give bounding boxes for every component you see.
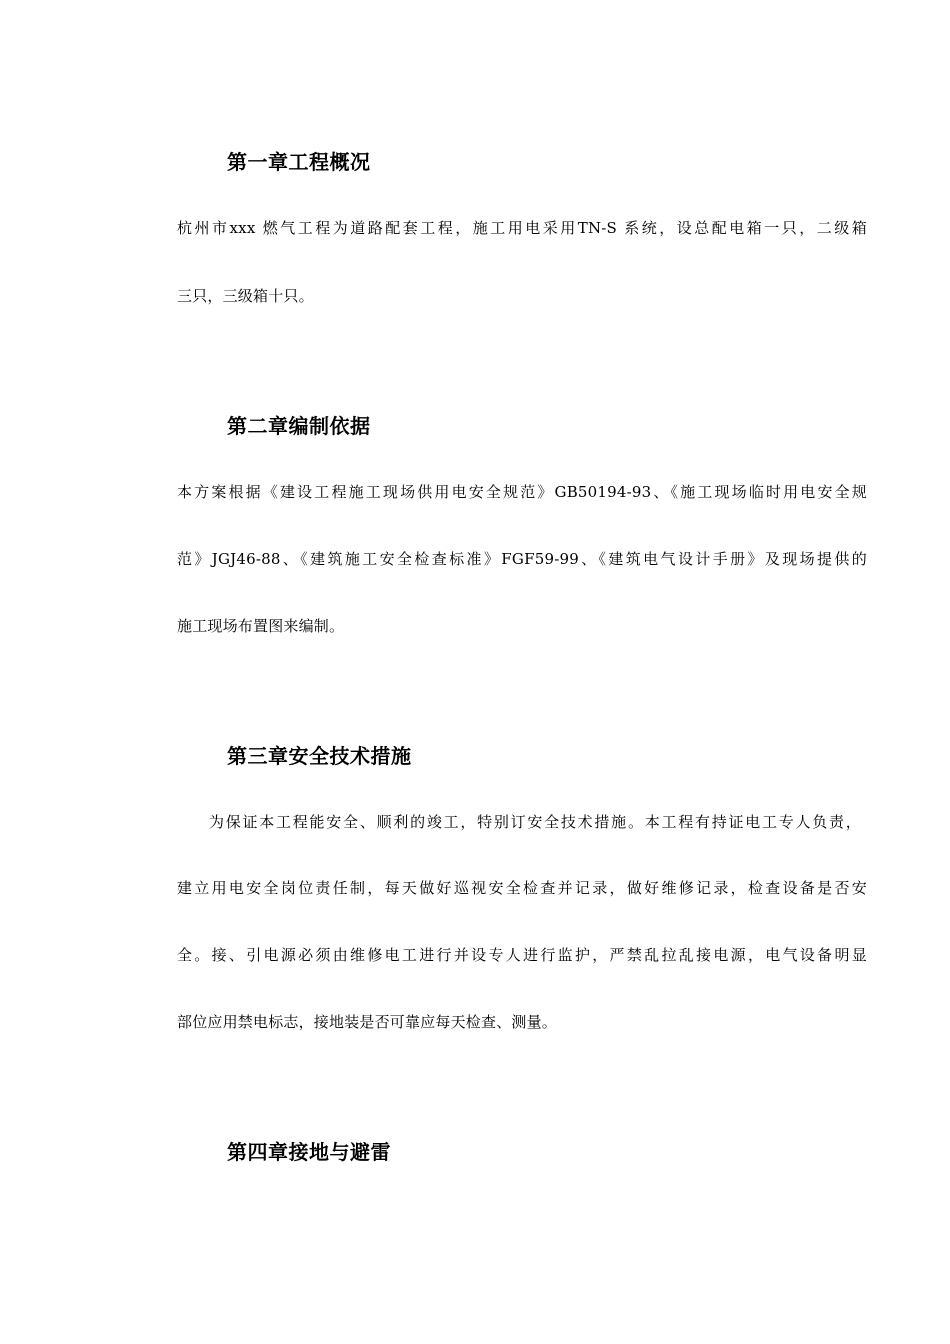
chapter-2-heading: 第二章编制依据 xyxy=(227,414,371,438)
chapter-3-line-3: 全。接、引电源必须由维修电工进行并设专人进行监护，严禁乱拉乱接电源，电气设备明显 xyxy=(177,946,867,964)
chapter-1-line-2: 三只，三级箱十只。 xyxy=(177,287,314,305)
chapter-3-line-4: 部位应用禁电标志，接地装是否可靠应每天检查、测量。 xyxy=(177,1013,558,1031)
chapter-1-heading: 第一章工程概况 xyxy=(227,150,371,174)
chapter-2-line-1: 本方案根据《建设工程施工现场供用电安全规范》GB50194-93、《施工现场临时用电安全规 xyxy=(177,483,867,501)
chapter-3-heading: 第三章安全技术措施 xyxy=(227,744,412,768)
chapter-1-line-1: 杭州市xxx 燃气工程为道路配套工程，施工用电采用TN-S 系统，设总配电箱一只，二级箱 xyxy=(177,219,867,237)
chapter-2-line-2: 范》JGJ46-88、《建筑施工安全检查标准》FGF59-99、《建筑电气设计手册》及现场提供的 xyxy=(177,550,867,568)
chapter-4-heading: 第四章接地与避雷 xyxy=(227,1140,391,1164)
chapter-3-line-1: 为保证本工程能安全、顺利的竣工，特别订安全技术措施。本工程有持证电工专人负责， xyxy=(209,813,861,831)
chapter-2-line-3: 施工现场布置图来编制。 xyxy=(177,617,345,635)
chapter-3-line-2: 建立用电安全岗位责任制，每天做好巡视安全检查并记录，做好维修记录，检查设备是否安 xyxy=(177,879,867,897)
